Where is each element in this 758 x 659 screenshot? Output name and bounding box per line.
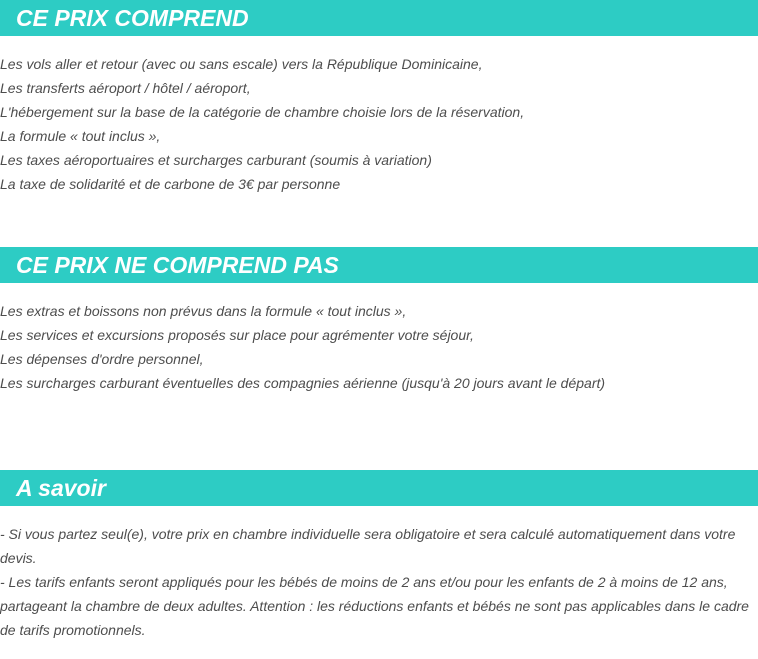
section-header-includes (0, 0, 758, 36)
list-item: Les vols aller et retour (avec ou sans escale) vers la République Dominicaine, (0, 56, 483, 72)
section-title-excludes: CE PRIX NE COMPREND PAS (16, 252, 339, 278)
includes-list (0, 52, 756, 196)
section-header-excludes (0, 247, 758, 283)
list-item: Les dépenses d'ordre personnel, (0, 351, 204, 367)
list-item: La taxe de solidarité et de carbone de 3€ par personne (0, 176, 341, 192)
list-item: Les extras et boissons non prévus dans la formule « tout inclus », (0, 303, 407, 319)
excludes-list (0, 299, 756, 395)
list-item: Les services et excursions proposés sur place pour agrémenter votre séjour, (0, 327, 474, 343)
section-header-info (0, 470, 758, 506)
list-item: Les surcharges carburant éventuelles des compagnies aérienne (jusqu'à 20 jours avant le départ) (0, 375, 606, 391)
list-item: Les transferts aéroport / hôtel / aéroport, (0, 80, 251, 96)
info-paragraphs (0, 522, 752, 642)
list-item: L'hébergement sur la base de la catégorie de chambre choisie lors de la réservation, (0, 104, 525, 120)
section-title-info: A savoir (16, 475, 106, 501)
info-paragraph: - Si vous partez seul(e), votre prix en chambre individuelle sera obligatoire et sera calculé automatiquement dans votre devis. (0, 526, 736, 566)
info-paragraph: - Les tarifs enfants seront appliqués pour les bébés de moins de 2 ans et/ou pour les enfants de 2 à moins de 12 ans, partageant la chambre de deux adultes. Attention : les réductions enfants et bébés ne sont pas applicables dans le cadre de tarifs promotionnels. (0, 574, 749, 638)
list-item: Les taxes aéroportuaires et surcharges carburant (soumis à variation) (0, 152, 432, 168)
list-item: La formule « tout inclus », (0, 128, 161, 144)
section-title-includes: CE PRIX COMPREND (16, 5, 249, 31)
